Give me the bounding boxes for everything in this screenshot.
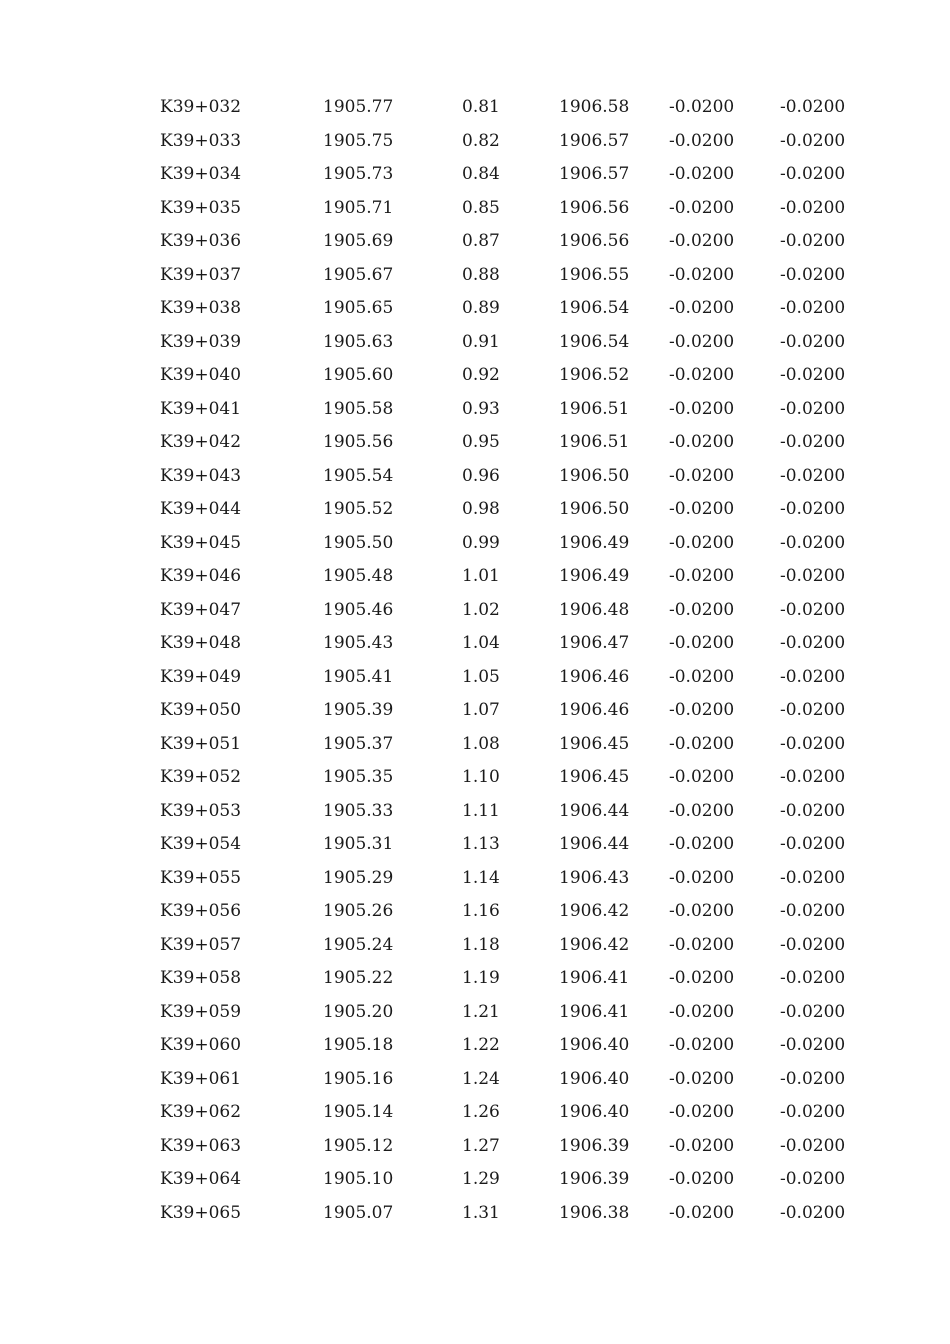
design-elevation-cell: 1906.40 bbox=[559, 1102, 630, 1122]
right-cross-slope-cell: -0.0200 bbox=[780, 599, 846, 620]
table-row bbox=[160, 125, 860, 159]
station-cell: K39+045 bbox=[160, 532, 242, 553]
table-row bbox=[160, 560, 860, 594]
ground-elevation-cell: 1905.26 bbox=[323, 901, 394, 921]
ground-elevation-cell: 1905.22 bbox=[323, 968, 394, 988]
station-cell: K39+043 bbox=[160, 465, 242, 486]
table-row bbox=[160, 1096, 860, 1130]
right-cross-slope-cell: -0.0200 bbox=[780, 633, 846, 653]
station-cell: K39+063 bbox=[160, 1135, 242, 1156]
ground-elevation-cell: 1905.31 bbox=[323, 834, 394, 854]
left-cross-slope-cell: -0.0200 bbox=[669, 365, 735, 385]
fill-height-cell: 0.89 bbox=[462, 298, 500, 318]
right-cross-slope-cell: -0.0200 bbox=[780, 800, 846, 821]
table-row bbox=[160, 259, 860, 293]
design-elevation-cell: 1906.41 bbox=[559, 968, 630, 988]
table-row bbox=[160, 694, 860, 728]
left-cross-slope-cell: -0.0200 bbox=[669, 1001, 735, 1022]
table-row bbox=[160, 1197, 860, 1231]
ground-elevation-cell: 1905.67 bbox=[323, 264, 394, 285]
ground-elevation-cell: 1905.73 bbox=[323, 164, 394, 184]
station-cell: K39+054 bbox=[160, 834, 242, 854]
design-elevation-cell: 1906.43 bbox=[559, 867, 630, 888]
right-cross-slope-cell: -0.0200 bbox=[780, 499, 846, 519]
left-cross-slope-cell: -0.0200 bbox=[669, 666, 735, 687]
fill-height-cell: 1.21 bbox=[462, 1001, 500, 1022]
station-cell: K39+034 bbox=[160, 164, 242, 184]
ground-elevation-cell: 1905.07 bbox=[323, 1202, 394, 1223]
station-cell: K39+040 bbox=[160, 365, 242, 385]
fill-height-cell: 1.11 bbox=[462, 800, 500, 821]
station-cell: K39+056 bbox=[160, 901, 242, 921]
table-row bbox=[160, 862, 860, 896]
ground-elevation-cell: 1905.29 bbox=[323, 867, 394, 888]
right-cross-slope-cell: -0.0200 bbox=[780, 532, 846, 553]
fill-height-cell: 1.22 bbox=[462, 1035, 500, 1055]
right-cross-slope-cell: -0.0200 bbox=[780, 1202, 846, 1223]
left-cross-slope-cell: -0.0200 bbox=[669, 968, 735, 988]
right-cross-slope-cell: -0.0200 bbox=[780, 398, 846, 419]
station-cell: K39+048 bbox=[160, 633, 242, 653]
left-cross-slope-cell: -0.0200 bbox=[669, 901, 735, 921]
right-cross-slope-cell: -0.0200 bbox=[780, 1068, 846, 1089]
station-cell: K39+065 bbox=[160, 1202, 242, 1223]
design-elevation-cell: 1906.50 bbox=[559, 465, 630, 486]
ground-elevation-cell: 1905.18 bbox=[323, 1035, 394, 1055]
design-elevation-cell: 1906.55 bbox=[559, 264, 630, 285]
fill-height-cell: 1.01 bbox=[462, 566, 500, 586]
right-cross-slope-cell: -0.0200 bbox=[780, 365, 846, 385]
design-elevation-cell: 1906.54 bbox=[559, 298, 630, 318]
right-cross-slope-cell: -0.0200 bbox=[780, 298, 846, 318]
station-cell: K39+061 bbox=[160, 1068, 242, 1089]
fill-height-cell: 0.85 bbox=[462, 197, 500, 218]
fill-height-cell: 0.81 bbox=[462, 97, 500, 117]
design-elevation-cell: 1906.50 bbox=[559, 499, 630, 519]
left-cross-slope-cell: -0.0200 bbox=[669, 867, 735, 888]
table-row bbox=[160, 929, 860, 963]
table-row bbox=[160, 761, 860, 795]
fill-height-cell: 1.31 bbox=[462, 1202, 500, 1223]
design-elevation-cell: 1906.49 bbox=[559, 566, 630, 586]
table-row bbox=[160, 1063, 860, 1097]
right-cross-slope-cell: -0.0200 bbox=[780, 130, 846, 151]
left-cross-slope-cell: -0.0200 bbox=[669, 231, 735, 251]
fill-height-cell: 0.92 bbox=[462, 365, 500, 385]
left-cross-slope-cell: -0.0200 bbox=[669, 264, 735, 285]
station-cell: K39+039 bbox=[160, 331, 242, 352]
left-cross-slope-cell: -0.0200 bbox=[669, 97, 735, 117]
table-row bbox=[160, 895, 860, 929]
fill-height-cell: 1.08 bbox=[462, 733, 500, 754]
ground-elevation-cell: 1905.75 bbox=[323, 130, 394, 151]
fill-height-cell: 0.84 bbox=[462, 164, 500, 184]
table-row bbox=[160, 1029, 860, 1063]
station-cell: K39+059 bbox=[160, 1001, 242, 1022]
table-row bbox=[160, 1130, 860, 1164]
ground-elevation-cell: 1905.65 bbox=[323, 298, 394, 318]
fill-height-cell: 1.05 bbox=[462, 666, 500, 687]
fill-height-cell: 1.02 bbox=[462, 599, 500, 620]
left-cross-slope-cell: -0.0200 bbox=[669, 298, 735, 318]
table-row bbox=[160, 426, 860, 460]
design-elevation-cell: 1906.38 bbox=[559, 1202, 630, 1223]
left-cross-slope-cell: -0.0200 bbox=[669, 834, 735, 854]
right-cross-slope-cell: -0.0200 bbox=[780, 264, 846, 285]
fill-height-cell: 1.13 bbox=[462, 834, 500, 854]
ground-elevation-cell: 1905.71 bbox=[323, 197, 394, 218]
table-row bbox=[160, 527, 860, 561]
table-row bbox=[160, 460, 860, 494]
fill-height-cell: 1.18 bbox=[462, 934, 500, 955]
station-cell: K39+033 bbox=[160, 130, 242, 151]
left-cross-slope-cell: -0.0200 bbox=[669, 599, 735, 620]
right-cross-slope-cell: -0.0200 bbox=[780, 901, 846, 921]
table-row bbox=[160, 962, 860, 996]
left-cross-slope-cell: -0.0200 bbox=[669, 1102, 735, 1122]
station-cell: K39+064 bbox=[160, 1169, 242, 1189]
right-cross-slope-cell: -0.0200 bbox=[780, 700, 846, 720]
design-elevation-cell: 1906.41 bbox=[559, 1001, 630, 1022]
design-elevation-cell: 1906.47 bbox=[559, 633, 630, 653]
design-elevation-cell: 1906.46 bbox=[559, 666, 630, 687]
design-elevation-cell: 1906.56 bbox=[559, 231, 630, 251]
fill-height-cell: 0.93 bbox=[462, 398, 500, 419]
design-elevation-cell: 1906.42 bbox=[559, 934, 630, 955]
table-row bbox=[160, 292, 860, 326]
fill-height-cell: 0.88 bbox=[462, 264, 500, 285]
table-row bbox=[160, 393, 860, 427]
left-cross-slope-cell: -0.0200 bbox=[669, 1135, 735, 1156]
right-cross-slope-cell: -0.0200 bbox=[780, 1169, 846, 1189]
ground-elevation-cell: 1905.60 bbox=[323, 365, 394, 385]
ground-elevation-cell: 1905.33 bbox=[323, 800, 394, 821]
station-cell: K39+035 bbox=[160, 197, 242, 218]
design-elevation-cell: 1906.57 bbox=[559, 164, 630, 184]
design-elevation-cell: 1906.52 bbox=[559, 365, 630, 385]
left-cross-slope-cell: -0.0200 bbox=[669, 499, 735, 519]
design-elevation-cell: 1906.46 bbox=[559, 700, 630, 720]
left-cross-slope-cell: -0.0200 bbox=[669, 164, 735, 184]
left-cross-slope-cell: -0.0200 bbox=[669, 1169, 735, 1189]
ground-elevation-cell: 1905.37 bbox=[323, 733, 394, 754]
table-row bbox=[160, 91, 860, 125]
ground-elevation-cell: 1905.77 bbox=[323, 97, 394, 117]
design-elevation-cell: 1906.39 bbox=[559, 1169, 630, 1189]
ground-elevation-cell: 1905.35 bbox=[323, 767, 394, 787]
ground-elevation-cell: 1905.46 bbox=[323, 599, 394, 620]
left-cross-slope-cell: -0.0200 bbox=[669, 633, 735, 653]
right-cross-slope-cell: -0.0200 bbox=[780, 231, 846, 251]
station-cell: K39+055 bbox=[160, 867, 242, 888]
fill-height-cell: 1.14 bbox=[462, 867, 500, 888]
left-cross-slope-cell: -0.0200 bbox=[669, 767, 735, 787]
data-table bbox=[160, 91, 860, 1230]
right-cross-slope-cell: -0.0200 bbox=[780, 97, 846, 117]
design-elevation-cell: 1906.58 bbox=[559, 97, 630, 117]
table-row bbox=[160, 225, 860, 259]
fill-height-cell: 1.24 bbox=[462, 1068, 500, 1089]
right-cross-slope-cell: -0.0200 bbox=[780, 197, 846, 218]
fill-height-cell: 0.96 bbox=[462, 465, 500, 486]
ground-elevation-cell: 1905.58 bbox=[323, 398, 394, 419]
table-row bbox=[160, 728, 860, 762]
ground-elevation-cell: 1905.20 bbox=[323, 1001, 394, 1022]
station-cell: K39+041 bbox=[160, 398, 242, 419]
fill-height-cell: 1.29 bbox=[462, 1169, 500, 1189]
table-row bbox=[160, 326, 860, 360]
left-cross-slope-cell: -0.0200 bbox=[669, 197, 735, 218]
right-cross-slope-cell: -0.0200 bbox=[780, 733, 846, 754]
station-cell: K39+052 bbox=[160, 767, 242, 787]
table-row bbox=[160, 996, 860, 1030]
ground-elevation-cell: 1905.24 bbox=[323, 934, 394, 955]
left-cross-slope-cell: -0.0200 bbox=[669, 1035, 735, 1055]
right-cross-slope-cell: -0.0200 bbox=[780, 867, 846, 888]
left-cross-slope-cell: -0.0200 bbox=[669, 733, 735, 754]
table-row bbox=[160, 627, 860, 661]
design-elevation-cell: 1906.51 bbox=[559, 432, 630, 452]
right-cross-slope-cell: -0.0200 bbox=[780, 934, 846, 955]
right-cross-slope-cell: -0.0200 bbox=[780, 1001, 846, 1022]
station-cell: K39+044 bbox=[160, 499, 242, 519]
fill-height-cell: 1.27 bbox=[462, 1135, 500, 1156]
station-cell: K39+037 bbox=[160, 264, 242, 285]
ground-elevation-cell: 1905.52 bbox=[323, 499, 394, 519]
fill-height-cell: 0.91 bbox=[462, 331, 500, 352]
table-row bbox=[160, 1163, 860, 1197]
station-cell: K39+047 bbox=[160, 599, 242, 620]
station-cell: K39+060 bbox=[160, 1035, 242, 1055]
table-row bbox=[160, 493, 860, 527]
design-elevation-cell: 1906.56 bbox=[559, 197, 630, 218]
station-cell: K39+053 bbox=[160, 800, 242, 821]
design-elevation-cell: 1906.48 bbox=[559, 599, 630, 620]
design-elevation-cell: 1906.44 bbox=[559, 800, 630, 821]
ground-elevation-cell: 1905.48 bbox=[323, 566, 394, 586]
design-elevation-cell: 1906.39 bbox=[559, 1135, 630, 1156]
fill-height-cell: 1.07 bbox=[462, 700, 500, 720]
ground-elevation-cell: 1905.69 bbox=[323, 231, 394, 251]
fill-height-cell: 0.95 bbox=[462, 432, 500, 452]
station-cell: K39+036 bbox=[160, 231, 242, 251]
fill-height-cell: 1.16 bbox=[462, 901, 500, 921]
design-elevation-cell: 1906.49 bbox=[559, 532, 630, 553]
design-elevation-cell: 1906.44 bbox=[559, 834, 630, 854]
left-cross-slope-cell: -0.0200 bbox=[669, 398, 735, 419]
fill-height-cell: 1.10 bbox=[462, 767, 500, 787]
design-elevation-cell: 1906.45 bbox=[559, 733, 630, 754]
left-cross-slope-cell: -0.0200 bbox=[669, 432, 735, 452]
table-row bbox=[160, 158, 860, 192]
fill-height-cell: 1.04 bbox=[462, 633, 500, 653]
right-cross-slope-cell: -0.0200 bbox=[780, 566, 846, 586]
left-cross-slope-cell: -0.0200 bbox=[669, 532, 735, 553]
left-cross-slope-cell: -0.0200 bbox=[669, 800, 735, 821]
ground-elevation-cell: 1905.12 bbox=[323, 1135, 394, 1156]
station-cell: K39+032 bbox=[160, 97, 242, 117]
right-cross-slope-cell: -0.0200 bbox=[780, 164, 846, 184]
fill-height-cell: 0.82 bbox=[462, 130, 500, 151]
table-row bbox=[160, 192, 860, 226]
station-cell: K39+051 bbox=[160, 733, 242, 754]
fill-height-cell: 0.98 bbox=[462, 499, 500, 519]
station-cell: K39+062 bbox=[160, 1102, 242, 1122]
right-cross-slope-cell: -0.0200 bbox=[780, 666, 846, 687]
left-cross-slope-cell: -0.0200 bbox=[669, 465, 735, 486]
ground-elevation-cell: 1905.10 bbox=[323, 1169, 394, 1189]
fill-height-cell: 0.87 bbox=[462, 231, 500, 251]
right-cross-slope-cell: -0.0200 bbox=[780, 968, 846, 988]
ground-elevation-cell: 1905.14 bbox=[323, 1102, 394, 1122]
right-cross-slope-cell: -0.0200 bbox=[780, 1135, 846, 1156]
station-cell: K39+050 bbox=[160, 700, 242, 720]
station-cell: K39+049 bbox=[160, 666, 242, 687]
ground-elevation-cell: 1905.43 bbox=[323, 633, 394, 653]
left-cross-slope-cell: -0.0200 bbox=[669, 934, 735, 955]
table-row bbox=[160, 594, 860, 628]
station-cell: K39+042 bbox=[160, 432, 242, 452]
design-elevation-cell: 1906.40 bbox=[559, 1068, 630, 1089]
station-cell: K39+046 bbox=[160, 566, 242, 586]
fill-height-cell: 0.99 bbox=[462, 532, 500, 553]
ground-elevation-cell: 1905.41 bbox=[323, 666, 394, 687]
right-cross-slope-cell: -0.0200 bbox=[780, 834, 846, 854]
fill-height-cell: 1.26 bbox=[462, 1102, 500, 1122]
station-cell: K39+058 bbox=[160, 968, 242, 988]
left-cross-slope-cell: -0.0200 bbox=[669, 331, 735, 352]
design-elevation-cell: 1906.45 bbox=[559, 767, 630, 787]
table-row bbox=[160, 359, 860, 393]
design-elevation-cell: 1906.54 bbox=[559, 331, 630, 352]
ground-elevation-cell: 1905.56 bbox=[323, 432, 394, 452]
ground-elevation-cell: 1905.63 bbox=[323, 331, 394, 352]
table-row bbox=[160, 795, 860, 829]
fill-height-cell: 1.19 bbox=[462, 968, 500, 988]
right-cross-slope-cell: -0.0200 bbox=[780, 331, 846, 352]
left-cross-slope-cell: -0.0200 bbox=[669, 1202, 735, 1223]
table-row bbox=[160, 828, 860, 862]
left-cross-slope-cell: -0.0200 bbox=[669, 1068, 735, 1089]
right-cross-slope-cell: -0.0200 bbox=[780, 432, 846, 452]
right-cross-slope-cell: -0.0200 bbox=[780, 465, 846, 486]
station-cell: K39+038 bbox=[160, 298, 242, 318]
table-row bbox=[160, 661, 860, 695]
design-elevation-cell: 1906.57 bbox=[559, 130, 630, 151]
ground-elevation-cell: 1905.39 bbox=[323, 700, 394, 720]
ground-elevation-cell: 1905.50 bbox=[323, 532, 394, 553]
ground-elevation-cell: 1905.54 bbox=[323, 465, 394, 486]
left-cross-slope-cell: -0.0200 bbox=[669, 700, 735, 720]
station-cell: K39+057 bbox=[160, 934, 242, 955]
right-cross-slope-cell: -0.0200 bbox=[780, 1102, 846, 1122]
design-elevation-cell: 1906.51 bbox=[559, 398, 630, 419]
ground-elevation-cell: 1905.16 bbox=[323, 1068, 394, 1089]
right-cross-slope-cell: -0.0200 bbox=[780, 767, 846, 787]
design-elevation-cell: 1906.40 bbox=[559, 1035, 630, 1055]
left-cross-slope-cell: -0.0200 bbox=[669, 566, 735, 586]
right-cross-slope-cell: -0.0200 bbox=[780, 1035, 846, 1055]
design-elevation-cell: 1906.42 bbox=[559, 901, 630, 921]
table-body bbox=[160, 91, 860, 1230]
left-cross-slope-cell: -0.0200 bbox=[669, 130, 735, 151]
